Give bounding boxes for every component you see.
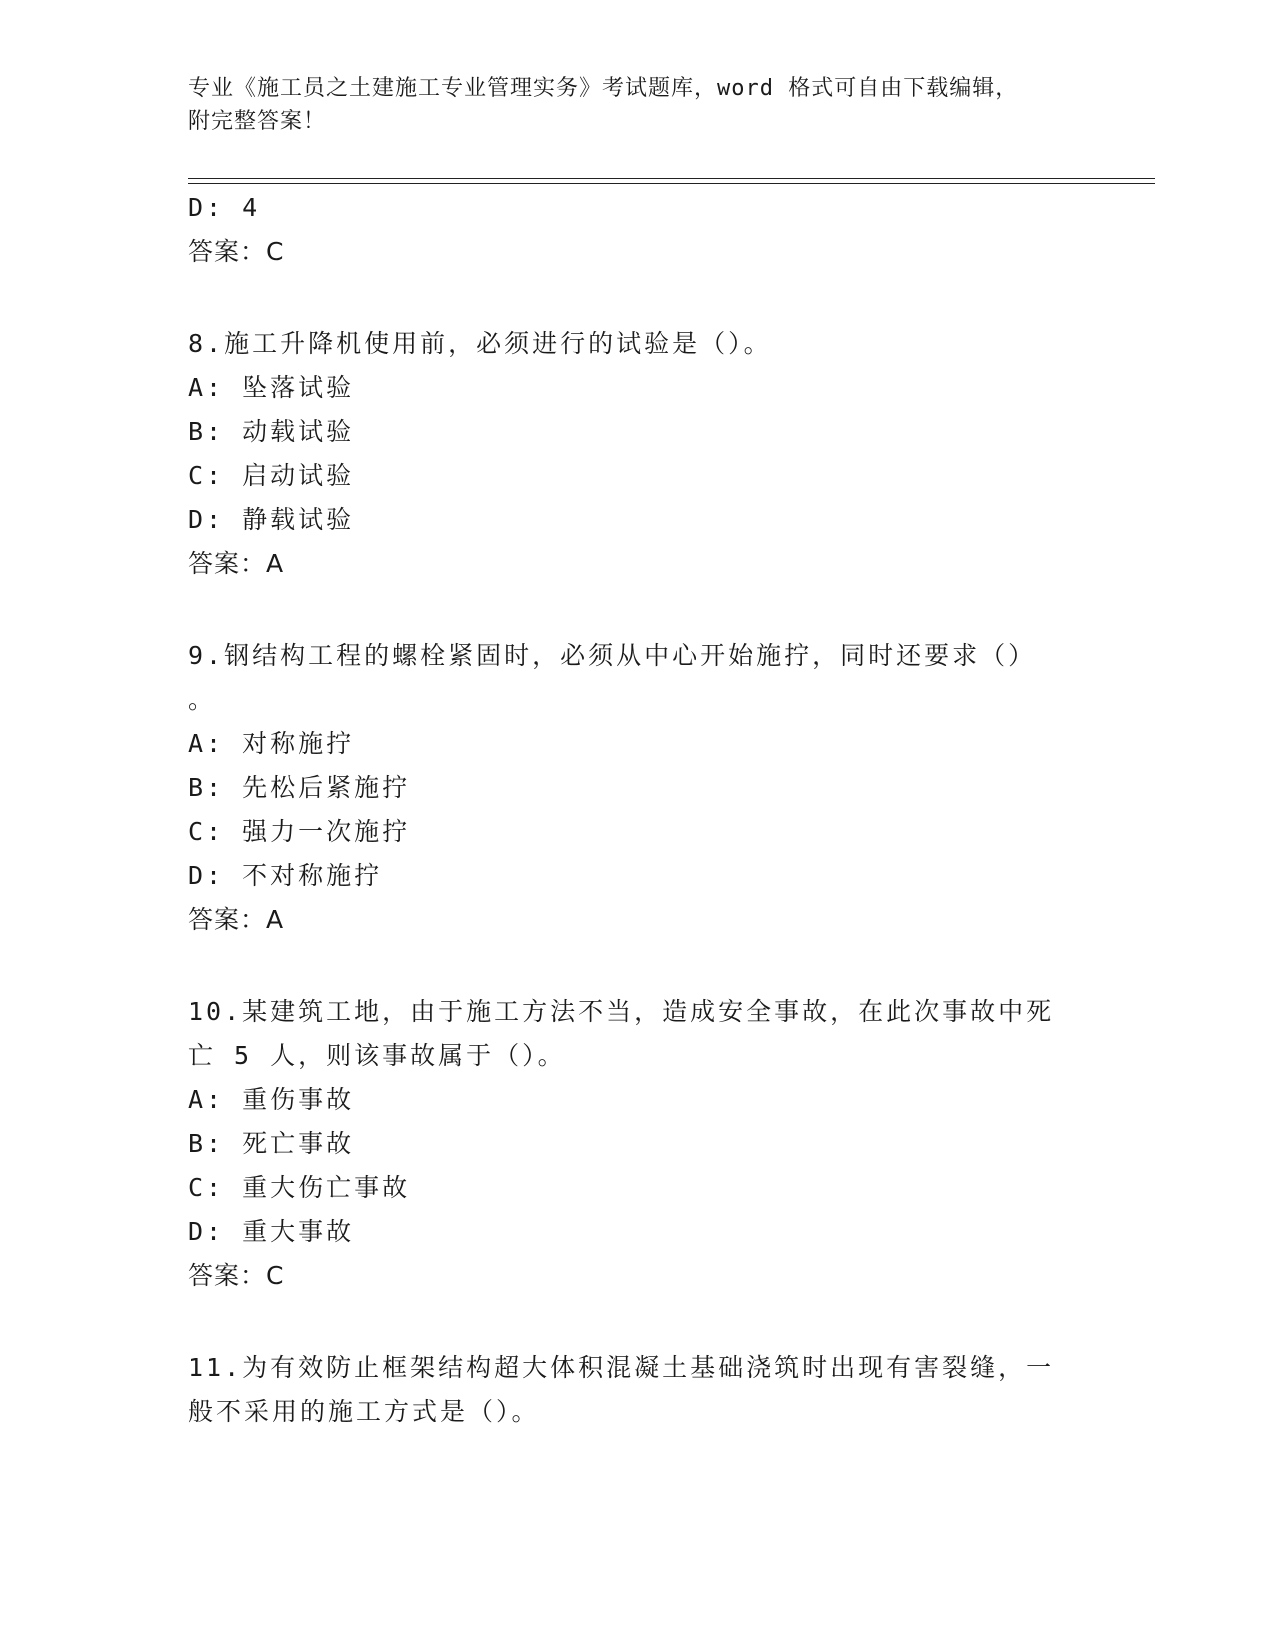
header-line-1: 专业《施工员之土建施工专业管理实务》考试题库，word 格式可自由下载编辑， xyxy=(188,76,1019,101)
q9-option-c: C: 强力一次施拧 xyxy=(188,817,411,846)
q8-option-a: A: 坠落试验 xyxy=(188,373,355,402)
q11-stem-line-1: 11.为有效防止框架结构超大体积混凝土基础浇筑时出现有害裂缝，一 xyxy=(188,1353,1055,1382)
q9-answer: 答案：A xyxy=(188,905,285,934)
q9-stem-line-1: 9.钢结构工程的螺栓紧固时，必须从中心开始施拧，同时还要求（） xyxy=(188,641,1037,670)
q10-answer: 答案：C xyxy=(188,1261,285,1290)
q10-option-d: D: 重大事故 xyxy=(188,1217,355,1246)
header-divider-bottom xyxy=(188,183,1155,184)
q10-option-b: B: 死亡事故 xyxy=(188,1129,355,1158)
header-line-2: 附完整答案！ xyxy=(188,109,327,134)
q10-option-c: C: 重大伤亡事故 xyxy=(188,1173,411,1202)
q8-answer: 答案：A xyxy=(188,549,285,578)
q11-stem-line-2: 般不采用的施工方式是（）。 xyxy=(188,1397,540,1426)
q10-stem-line-1: 10.某建筑工地，由于施工方法不当，造成安全事故，在此次事故中死 xyxy=(188,997,1055,1026)
prev-option-d: D: 4 xyxy=(188,193,261,222)
prev-answer: 答案：C xyxy=(188,237,285,266)
document-header xyxy=(188,72,1068,138)
q9-option-d: D: 不对称施拧 xyxy=(188,861,383,890)
q9-option-b: B: 先松后紧施拧 xyxy=(188,773,411,802)
header-divider-top xyxy=(188,178,1155,179)
q8-option-d: D: 静载试验 xyxy=(188,505,355,534)
q10-option-a: A: 重伤事故 xyxy=(188,1085,355,1114)
q8-stem: 8.施工升降机使用前，必须进行的试验是（）。 xyxy=(188,329,772,358)
q9-stem-line-2: 。 xyxy=(188,685,217,714)
q9-option-a: A: 对称施拧 xyxy=(188,729,355,758)
q8-option-c: C: 启动试验 xyxy=(188,461,355,490)
q8-option-b: B: 动载试验 xyxy=(188,417,355,446)
q10-stem-line-2: 亡 5 人，则该事故属于（）。 xyxy=(188,1041,566,1070)
